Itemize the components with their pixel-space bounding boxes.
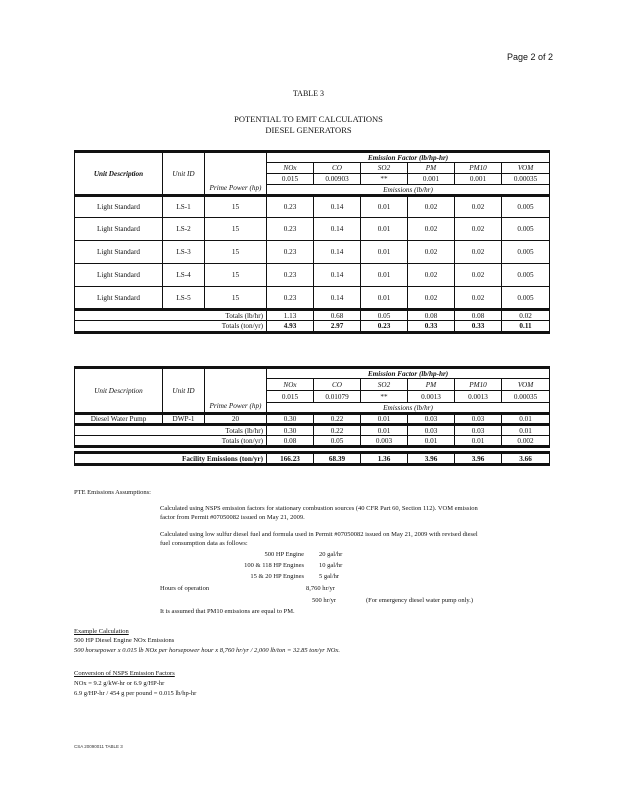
factor-cell: 0.001 bbox=[408, 174, 455, 185]
pollutant-nox: NOx bbox=[267, 163, 314, 174]
value-cell: 0.22 bbox=[314, 414, 361, 425]
value-cell: 0.02 bbox=[455, 218, 502, 241]
unit-id-header: Unit ID bbox=[163, 152, 205, 196]
total-cell: 0.68 bbox=[314, 310, 361, 321]
factor-cell: ** bbox=[361, 174, 408, 185]
pollutant-pm: PM bbox=[408, 379, 455, 391]
pollutant-so2: SO2 bbox=[361, 163, 408, 174]
total-cell: 0.003 bbox=[361, 436, 408, 447]
value-cell: 0.005 bbox=[502, 196, 550, 218]
prime-power-header: Prime Power (hp) bbox=[205, 368, 267, 414]
facility-cell: 1.36 bbox=[361, 453, 408, 465]
example-heading: Example Calculation bbox=[74, 628, 129, 635]
title-line-2: DIESEL GENERATORS bbox=[265, 125, 352, 135]
table-row bbox=[75, 264, 550, 287]
unit-description: Light Standard bbox=[75, 196, 163, 218]
total-cell: 0.33 bbox=[408, 321, 455, 333]
total-cell: 0.03 bbox=[455, 425, 502, 436]
totals-lbhr-label: Totals (lb/hr) bbox=[75, 310, 267, 321]
pollutant-co: CO bbox=[314, 163, 361, 174]
table-number: TABLE 3 bbox=[292, 89, 325, 98]
totals-tonyr-label: Totals (ton/yr) bbox=[75, 436, 267, 447]
value-cell: 0.23 bbox=[267, 218, 314, 241]
example-subheading: 500 HP Diesel Engine NOx Emissions bbox=[74, 637, 175, 644]
value-cell: 0.23 bbox=[267, 287, 314, 310]
hours-label: Hours of operation bbox=[160, 585, 210, 592]
fuel-engine: 500 HP Engine bbox=[264, 551, 304, 558]
prime-power-header: Prime Power (hp) bbox=[205, 152, 267, 196]
factor-cell: ** bbox=[361, 391, 408, 403]
factor-cell: 0.0013 bbox=[455, 391, 502, 403]
value-cell: 0.23 bbox=[267, 241, 314, 264]
value-cell: 0.14 bbox=[314, 218, 361, 241]
factor-cell: 0.01079 bbox=[314, 391, 361, 403]
facility-emissions-row bbox=[75, 453, 550, 465]
prime-power: 15 bbox=[205, 264, 267, 287]
value-cell: 0.02 bbox=[408, 264, 455, 287]
total-cell: 0.02 bbox=[502, 310, 550, 321]
total-cell: 0.33 bbox=[455, 321, 502, 333]
conversion-line-1: NOx = 9.2 g/kW-hr or 6.9 g/HP-hr bbox=[74, 680, 165, 687]
value-cell: 0.03 bbox=[408, 414, 455, 425]
unit-description: Light Standard bbox=[75, 264, 163, 287]
unit-id: LS-2 bbox=[163, 218, 205, 241]
value-cell: 0.01 bbox=[361, 414, 408, 425]
value-cell: 0.23 bbox=[267, 264, 314, 287]
pollutant-nox: NOx bbox=[267, 379, 314, 391]
value-cell: 0.01 bbox=[361, 241, 408, 264]
total-cell: 0.01 bbox=[455, 436, 502, 447]
facility-cell: 3.96 bbox=[408, 453, 455, 465]
pollutant-so2: SO2 bbox=[361, 379, 408, 391]
total-cell: 0.01 bbox=[502, 425, 550, 436]
total-cell: 0.05 bbox=[361, 310, 408, 321]
total-cell: 1.13 bbox=[267, 310, 314, 321]
total-cell: 0.05 bbox=[314, 436, 361, 447]
prime-power: 15 bbox=[205, 241, 267, 264]
note-b-line2: fuel consumption data as follows: bbox=[160, 540, 248, 547]
note-a-line1: Calculated using NSPS emission factors for stationary combustion sources (40 CFR Part 60, Section 112). VOM emission bbox=[160, 505, 478, 512]
title-line-1: POTENTIAL TO EMIT CALCULATIONS bbox=[234, 114, 383, 124]
fuel-rate: 10 gal/hr bbox=[319, 562, 343, 569]
total-cell: 4.93 bbox=[267, 321, 314, 333]
value-cell: 0.005 bbox=[502, 264, 550, 287]
facility-cell: 166.23 bbox=[267, 453, 314, 465]
factor-cell: 0.001 bbox=[455, 174, 502, 185]
hours-value-1: 8,760 hr/yr bbox=[306, 585, 335, 592]
assumptions-heading: PTE Emissions Assumptions: bbox=[74, 489, 151, 496]
totals-lbhr-row bbox=[75, 425, 550, 436]
value-cell: 0.14 bbox=[314, 287, 361, 310]
unit-description: Light Standard bbox=[75, 241, 163, 264]
value-cell: 0.03 bbox=[455, 414, 502, 425]
conversion-heading: Conversion of NSPS Emission Factors bbox=[74, 670, 175, 677]
factor-cell: 0.00903 bbox=[314, 174, 361, 185]
emissions-header: Emissions (lb/hr) bbox=[267, 185, 550, 196]
facility-emissions-label: Facility Emissions (ton/yr) bbox=[75, 453, 267, 465]
value-cell: 0.02 bbox=[408, 218, 455, 241]
unit-id: LS-1 bbox=[163, 196, 205, 218]
totals-tonyr-row bbox=[75, 436, 550, 447]
unit-description: Light Standard bbox=[75, 287, 163, 310]
total-cell: 0.03 bbox=[408, 425, 455, 436]
total-cell: 0.30 bbox=[267, 425, 314, 436]
totals-lbhr-row bbox=[75, 310, 550, 321]
table-row bbox=[75, 218, 550, 241]
hours-note: (For emergency diesel water pump only.) bbox=[366, 597, 474, 604]
prime-power: 15 bbox=[205, 196, 267, 218]
pollutant-co: CO bbox=[314, 379, 361, 391]
total-cell: 0.08 bbox=[408, 310, 455, 321]
factor-cell: 0.00035 bbox=[502, 174, 550, 185]
total-cell: 0.08 bbox=[267, 436, 314, 447]
light-standard-emissions-table bbox=[74, 150, 550, 334]
total-cell: 0.22 bbox=[314, 425, 361, 436]
total-cell: 0.002 bbox=[502, 436, 550, 447]
value-cell: 0.23 bbox=[267, 196, 314, 218]
pollutant-pm10: PM10 bbox=[455, 163, 502, 174]
value-cell: 0.01 bbox=[502, 414, 550, 425]
document-footer: CSA 20090011 TABLE 3 bbox=[74, 744, 123, 749]
total-cell: 2.97 bbox=[314, 321, 361, 333]
total-cell: 0.11 bbox=[502, 321, 550, 333]
value-cell: 0.02 bbox=[455, 264, 502, 287]
value-cell: 0.30 bbox=[267, 414, 314, 425]
value-cell: 0.02 bbox=[408, 196, 455, 218]
total-cell: 0.08 bbox=[455, 310, 502, 321]
value-cell: 0.02 bbox=[408, 287, 455, 310]
value-cell: 0.005 bbox=[502, 218, 550, 241]
table-row bbox=[75, 287, 550, 310]
pollutant-vom: VOM bbox=[502, 379, 550, 391]
note-b-line1: Calculated using low sulfur diesel fuel and formula used in Permit #07050082 issued on May 21, 2009 with revised diesel bbox=[160, 531, 478, 538]
emissions-header: Emissions (lb/hr) bbox=[267, 403, 550, 414]
value-cell: 0.01 bbox=[361, 287, 408, 310]
pollutant-vom: VOM bbox=[502, 163, 550, 174]
value-cell: 0.005 bbox=[502, 287, 550, 310]
totals-tonyr-label: Totals (ton/yr) bbox=[75, 321, 267, 333]
unit-description-header: Unit Description bbox=[75, 368, 163, 414]
fuel-rate: 20 gal/hr bbox=[319, 551, 343, 558]
unit-description: Light Standard bbox=[75, 218, 163, 241]
hours-value-2: 500 hr/yr bbox=[312, 597, 337, 604]
value-cell: 0.01 bbox=[361, 264, 408, 287]
table-row bbox=[75, 196, 550, 218]
pollutant-pm10: PM10 bbox=[455, 379, 502, 391]
factor-cell: 0.0013 bbox=[408, 391, 455, 403]
table-row bbox=[75, 414, 550, 425]
unit-description: Diesel Water Pump bbox=[75, 414, 163, 425]
prime-power: 15 bbox=[205, 218, 267, 241]
unit-id: LS-3 bbox=[163, 241, 205, 264]
unit-id: LS-4 bbox=[163, 264, 205, 287]
emission-factor-header: Emission Factor (lb/hp-hr) bbox=[267, 368, 550, 379]
factor-cell: 0.015 bbox=[267, 391, 314, 403]
page-title bbox=[0, 114, 617, 136]
fuel-engine: 15 & 20 HP Engines bbox=[250, 573, 304, 580]
value-cell: 0.02 bbox=[455, 287, 502, 310]
total-cell: 0.23 bbox=[361, 321, 408, 333]
note-a-line2: factor from Permit #07050082 issued on May 21, 2009. bbox=[160, 514, 305, 521]
facility-cell: 68.39 bbox=[314, 453, 361, 465]
unit-id-header: Unit ID bbox=[163, 368, 205, 414]
facility-cell: 3.66 bbox=[502, 453, 550, 465]
value-cell: 0.005 bbox=[502, 241, 550, 264]
totals-lbhr-label: Totals (lb/hr) bbox=[75, 425, 267, 436]
unit-description-header: Unit Description bbox=[75, 152, 163, 196]
pollutant-pm: PM bbox=[408, 163, 455, 174]
value-cell: 0.14 bbox=[314, 241, 361, 264]
total-cell: 0.01 bbox=[361, 425, 408, 436]
fuel-rate: 5 gal/hr bbox=[319, 573, 340, 580]
factor-cell: 0.015 bbox=[267, 174, 314, 185]
note-d: It is assumed that PM10 emissions are equal to PM. bbox=[160, 608, 295, 615]
conversion-line-2: 6.9 g/HP-hr / 454 g per pound = 0.015 lb/hp-hr bbox=[74, 690, 197, 697]
prime-power: 15 bbox=[205, 287, 267, 310]
emission-factor-header: Emission Factor (lb/hp-hr) bbox=[267, 152, 550, 163]
value-cell: 0.01 bbox=[361, 218, 408, 241]
page-number: Page 2 of 2 bbox=[506, 52, 553, 62]
totals-tonyr-row bbox=[75, 321, 550, 333]
value-cell: 0.01 bbox=[361, 196, 408, 218]
value-cell: 0.02 bbox=[455, 241, 502, 264]
fuel-engine: 100 & 118 HP Engines bbox=[244, 562, 304, 569]
prime-power: 20 bbox=[205, 414, 267, 425]
value-cell: 0.02 bbox=[455, 196, 502, 218]
table-row bbox=[75, 241, 550, 264]
facility-cell: 3.96 bbox=[455, 453, 502, 465]
factor-cell: 0.00035 bbox=[502, 391, 550, 403]
value-cell: 0.14 bbox=[314, 196, 361, 218]
value-cell: 0.14 bbox=[314, 264, 361, 287]
water-pump-emissions-table bbox=[74, 366, 550, 466]
unit-id: LS-5 bbox=[163, 287, 205, 310]
unit-id: DWP-1 bbox=[163, 414, 205, 425]
total-cell: 0.01 bbox=[408, 436, 455, 447]
example-calculation: 500 horsepower x 0.015 lb NOx per horsepower hour x 8,760 hr/yr / 2,000 lb/ton = 32.85 ton/yr NOx. bbox=[74, 647, 340, 654]
value-cell: 0.02 bbox=[408, 241, 455, 264]
